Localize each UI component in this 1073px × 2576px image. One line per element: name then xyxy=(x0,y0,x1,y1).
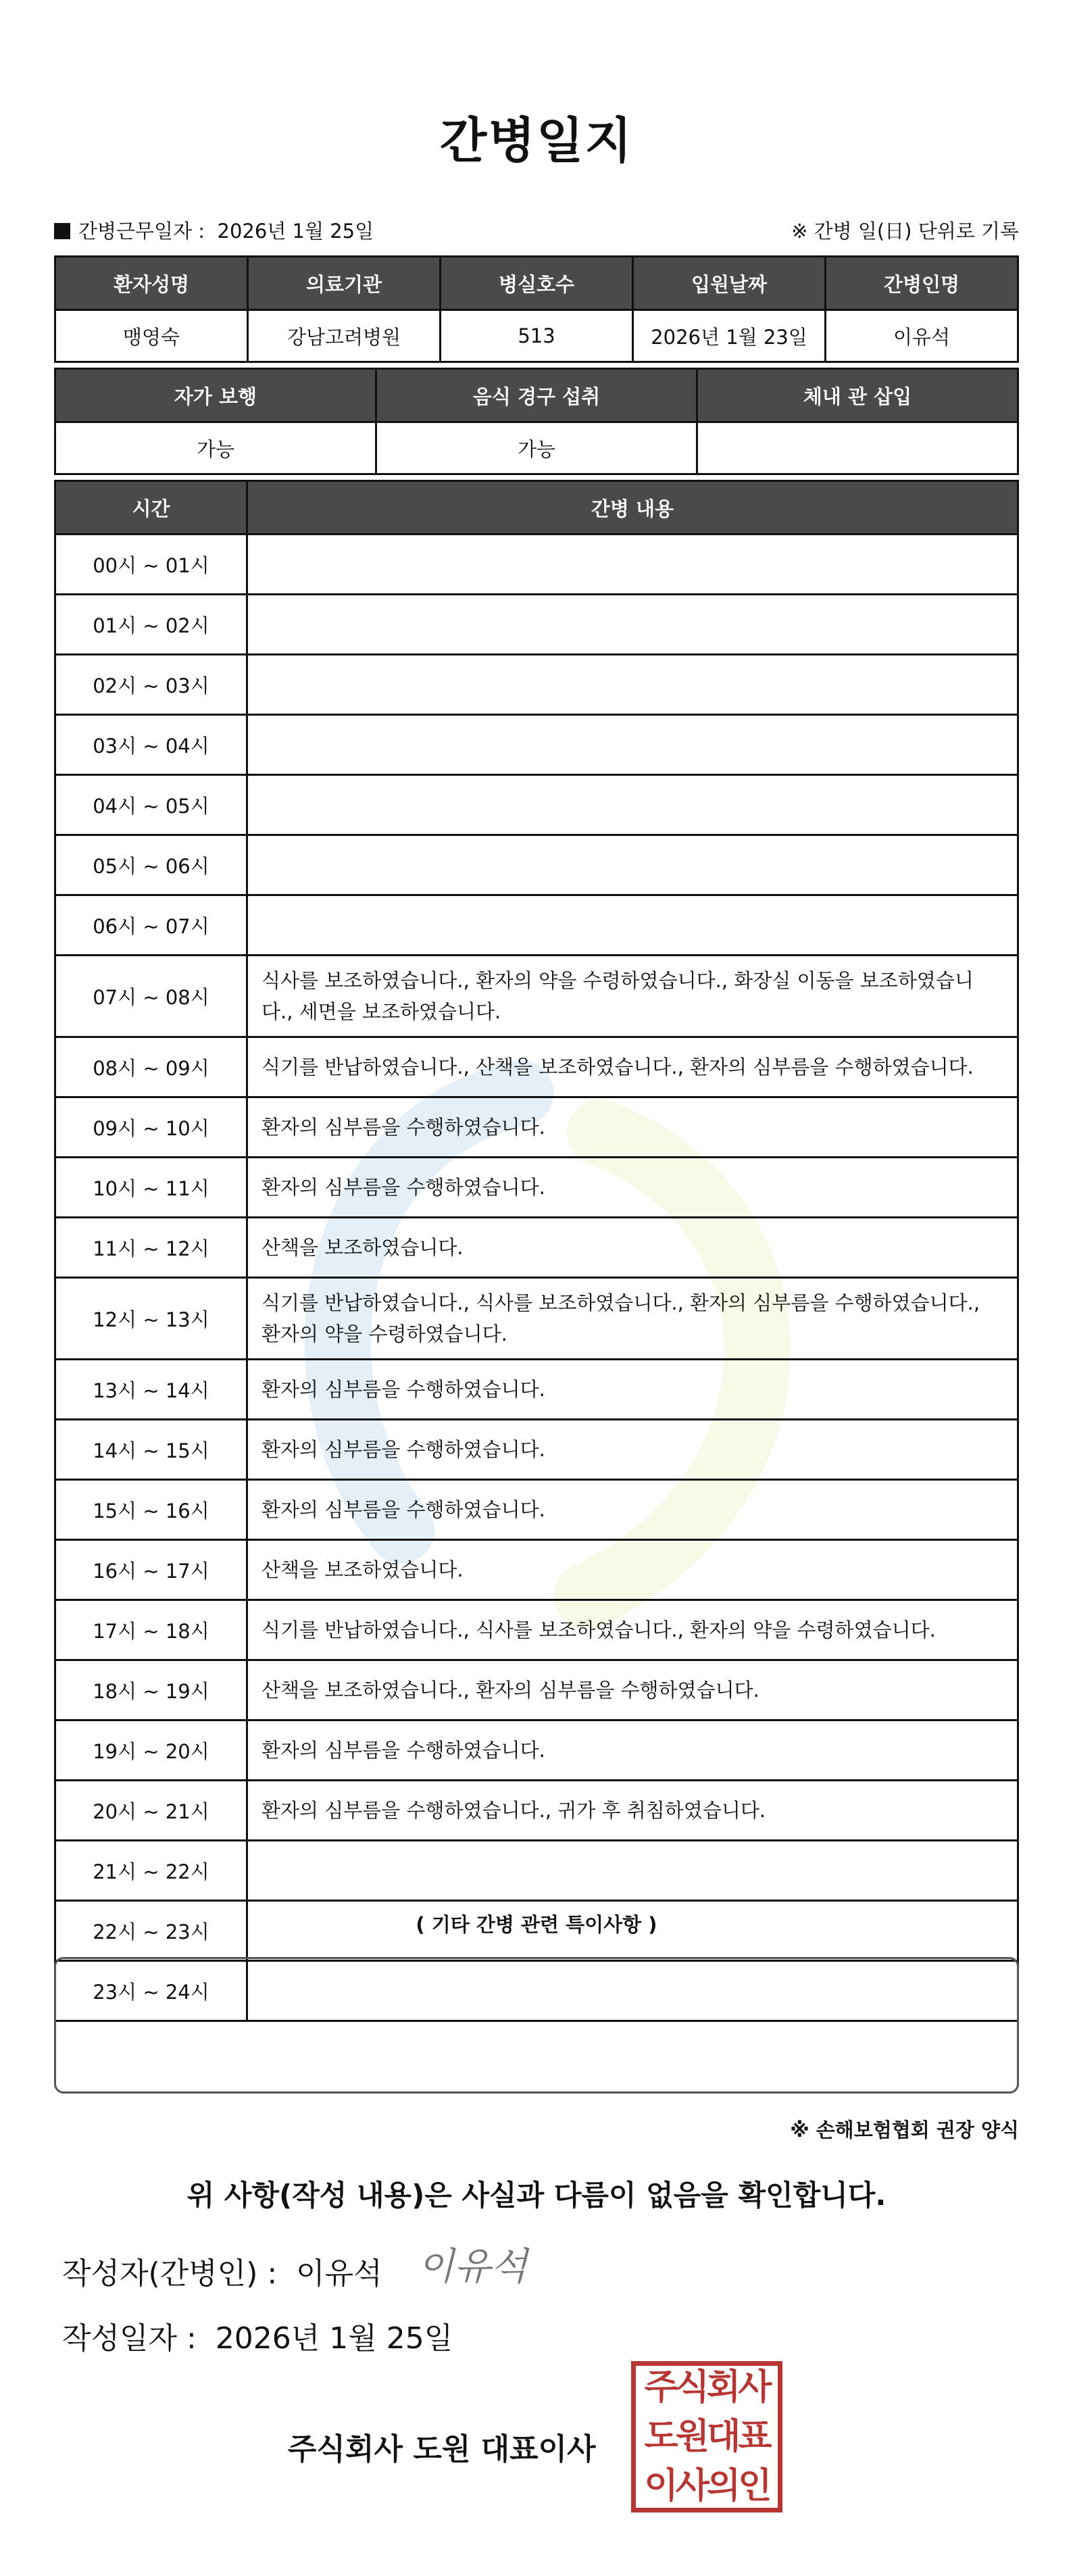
patient-info-table xyxy=(54,255,1019,363)
hospital-name: 강남고려병원 xyxy=(248,310,441,362)
time-slot: 23시 ~ 24시 xyxy=(55,1961,247,2021)
walking-value: 가능 xyxy=(55,422,376,474)
header-time: 시간 xyxy=(55,481,247,535)
condition-table xyxy=(54,368,1019,475)
header-admission-date: 입원날짜 xyxy=(633,257,826,310)
time-slot: 20시 ~ 21시 xyxy=(55,1781,247,1841)
writer-name: 이유석 xyxy=(296,2256,382,2291)
care-content: 식기를 반납하였습니다., 식사를 보조하였습니다., 환자의 약을 수령하였습니다. xyxy=(247,1600,1018,1660)
table-row xyxy=(55,595,1018,655)
header-walking: 자가 보행 xyxy=(55,369,376,422)
confirm-statement: 위 사항(작성 내용)은 사실과 다름이 없음을 확인합니다. xyxy=(186,2179,887,2212)
time-slot: 22시 ~ 23시 xyxy=(55,1901,247,1961)
table-row xyxy=(55,1600,1018,1660)
time-slot: 04시 ~ 05시 xyxy=(55,775,247,835)
time-slot: 19시 ~ 20시 xyxy=(55,1720,247,1781)
work-date-label: 간병근무일자 : xyxy=(78,220,205,243)
table-row xyxy=(55,715,1018,775)
table-row xyxy=(55,535,1018,595)
caregiver-name: 이유석 xyxy=(826,310,1018,362)
table-row xyxy=(55,1420,1018,1480)
tube-value xyxy=(697,422,1018,474)
care-content: 환자의 심부름을 수행하였습니다. xyxy=(247,1360,1018,1420)
table-row xyxy=(55,956,1018,1037)
time-slot: 12시 ~ 13시 xyxy=(55,1278,247,1360)
table-row xyxy=(55,1781,1018,1841)
time-slot: 11시 ~ 12시 xyxy=(55,1218,247,1278)
time-slot: 02시 ~ 03시 xyxy=(55,655,247,715)
work-date-value: 2026년 1월 25일 xyxy=(217,220,374,243)
time-slot: 05시 ~ 06시 xyxy=(55,835,247,895)
table-row xyxy=(55,1158,1018,1218)
care-content: 산책을 보조하였습니다., 환자의 심부름을 수행하였습니다. xyxy=(247,1660,1018,1720)
seal-line: 도원대표 xyxy=(644,2417,770,2457)
care-content xyxy=(247,595,1018,655)
table-row xyxy=(55,655,1018,715)
care-content: 산책을 보조하였습니다. xyxy=(247,1540,1018,1600)
time-slot: 14시 ~ 15시 xyxy=(55,1420,247,1480)
writer-line xyxy=(62,2249,382,2292)
notes-title: ( 기타 간병 관련 특이사항 ) xyxy=(416,1913,657,1936)
time-slot: 16시 ~ 17시 xyxy=(55,1540,247,1600)
date-label: 작성일자 : xyxy=(62,2321,197,2356)
company-seal xyxy=(631,2361,782,2512)
seal-line: 이사의인 xyxy=(644,2466,770,2506)
table-row xyxy=(55,1218,1018,1278)
care-content: 산책을 보조하였습니다. xyxy=(247,1218,1018,1278)
time-slot: 08시 ~ 09시 xyxy=(55,1037,247,1097)
header-oral-intake: 음식 경구 섭취 xyxy=(376,369,697,422)
time-slot: 21시 ~ 22시 xyxy=(55,1841,247,1901)
date-value: 2026년 1월 25일 xyxy=(215,2321,453,2356)
time-slot: 17시 ~ 18시 xyxy=(55,1600,247,1660)
table-row xyxy=(55,1660,1018,1720)
time-slot: 03시 ~ 04시 xyxy=(55,715,247,775)
seal-line: 주식회사 xyxy=(644,2367,770,2408)
care-content xyxy=(247,775,1018,835)
time-slot: 01시 ~ 02시 xyxy=(55,595,247,655)
document-title: 간병일지 xyxy=(439,112,634,169)
care-content xyxy=(247,835,1018,895)
care-content xyxy=(247,715,1018,775)
care-content: 환자의 심부름을 수행하였습니다. xyxy=(247,1480,1018,1540)
care-content: 환자의 심부름을 수행하였습니다. xyxy=(247,1158,1018,1218)
notes-box xyxy=(54,1957,1019,2094)
table-row xyxy=(55,835,1018,895)
table-row xyxy=(55,1097,1018,1158)
header-hospital: 의료기관 xyxy=(248,257,441,310)
header-room: 병실호수 xyxy=(441,257,633,310)
care-content: 식기를 반납하였습니다., 산책을 보조하였습니다., 환자의 심부름을 수행하였습니다. xyxy=(247,1037,1018,1097)
handwritten-signature: 이유석 xyxy=(418,2245,528,2289)
writer-label: 작성자(간병인) : xyxy=(62,2256,278,2291)
work-date xyxy=(54,216,374,244)
time-slot: 06시 ~ 07시 xyxy=(55,895,247,956)
table-row xyxy=(55,1278,1018,1360)
time-slot: 09시 ~ 10시 xyxy=(55,1097,247,1158)
header-tube: 체내 관 삽입 xyxy=(697,369,1018,422)
table-row xyxy=(55,1360,1018,1420)
table-row xyxy=(55,775,1018,835)
patient-name: 맹영숙 xyxy=(55,310,248,362)
oral-intake-value: 가능 xyxy=(376,422,697,474)
table-row xyxy=(55,1037,1018,1097)
time-slot: 07시 ~ 08시 xyxy=(55,956,247,1037)
header-care-content: 간병 내용 xyxy=(247,481,1018,535)
care-content: 환자의 심부름을 수행하였습니다. xyxy=(247,1720,1018,1781)
care-content: 식기를 반납하였습니다., 식사를 보조하였습니다., 환자의 심부름을 수행하였습니다., 환자의 약을 수령하였습니다. xyxy=(247,1278,1018,1360)
care-content: 환자의 심부름을 수행하였습니다., 귀가 후 취침하였습니다. xyxy=(247,1781,1018,1841)
recommend-note: ※ 손해보험협회 권장 양식 xyxy=(790,2119,1019,2141)
table-row xyxy=(55,1480,1018,1540)
room-number: 513 xyxy=(441,310,633,362)
company-representative: 주식회사 도원 대표이사 xyxy=(288,2432,596,2467)
care-content: 환자의 심부름을 수행하였습니다. xyxy=(247,1097,1018,1158)
time-slot: 13시 ~ 14시 xyxy=(55,1360,247,1420)
care-content: 환자의 심부름을 수행하였습니다. xyxy=(247,1420,1018,1480)
admission-date: 2026년 1월 23일 xyxy=(633,310,826,362)
table-row xyxy=(55,1540,1018,1600)
table-row xyxy=(55,1841,1018,1901)
written-date-line xyxy=(62,2314,453,2357)
care-content xyxy=(247,655,1018,715)
time-slot: 18시 ~ 19시 xyxy=(55,1660,247,1720)
time-slot: 10시 ~ 11시 xyxy=(55,1158,247,1218)
record-note: ※ 간병 일(日) 단위로 기록 xyxy=(791,220,1019,243)
table-row xyxy=(55,1720,1018,1781)
time-slot: 15시 ~ 16시 xyxy=(55,1480,247,1540)
time-slot: 00시 ~ 01시 xyxy=(55,535,247,595)
care-content xyxy=(247,1841,1018,1901)
square-bullet-icon xyxy=(54,223,70,239)
header-caregiver: 간병인명 xyxy=(826,257,1018,310)
care-content xyxy=(247,895,1018,956)
care-content: 식사를 보조하였습니다., 환자의 약을 수령하였습니다., 화장실 이동을 보조하였습니다., 세면을 보조하였습니다. xyxy=(247,956,1018,1037)
care-log-table xyxy=(54,480,1019,2022)
care-content xyxy=(247,535,1018,595)
header-patient-name: 환자성명 xyxy=(55,257,248,310)
table-row xyxy=(55,895,1018,956)
